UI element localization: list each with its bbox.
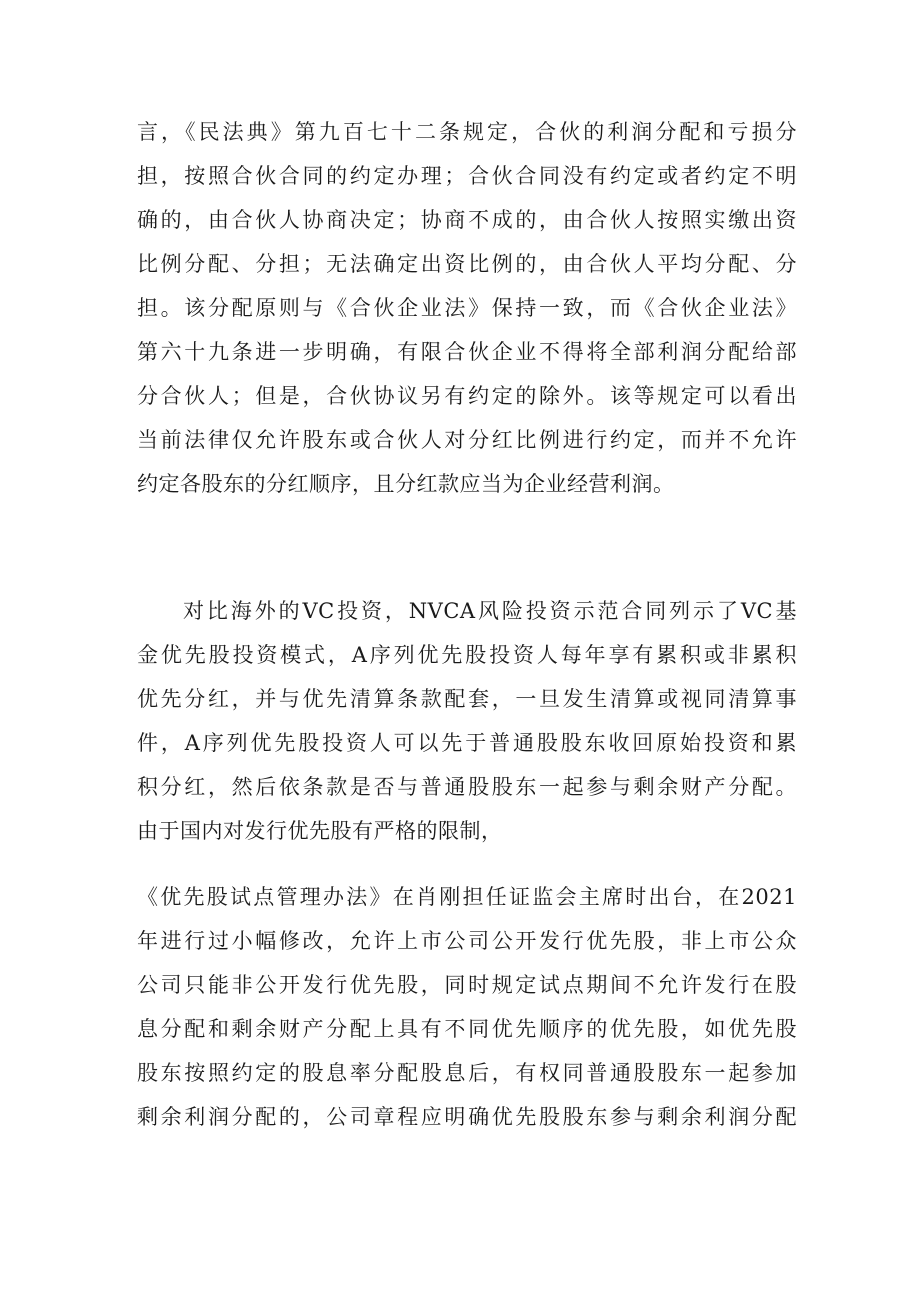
- paragraph-line: 比例分配、分担；无法确定出资比例的，由合伙人平均分配、分: [137, 252, 797, 276]
- paragraph-3: [137, 875, 797, 1139]
- paragraph-line: 息分配和剩余财产分配上具有不同优先顺序的优先股，如优先股: [137, 1017, 797, 1041]
- paragraph-line: 件，A序列优先股投资人可以先于普通股股东收回原始投资和累: [137, 731, 797, 755]
- paragraph-line: 担。该分配原则与《合伙企业法》保持一致，而《合伙企业法》: [137, 296, 797, 320]
- paragraph-line: 剩余利润分配的，公司章程应明确优先股股东参与剩余利润分配: [137, 1105, 797, 1129]
- paragraph-line: 当前法律仅允许股东或合伙人对分红比例进行约定，而并不允许: [137, 428, 797, 452]
- paragraph-line: 言，《民法典》第九百七十二条规定，合伙的利润分配和亏损分: [137, 120, 797, 144]
- paragraph-line: 担，按照合伙合同的约定办理；合伙合同没有约定或者约定不明: [137, 164, 797, 188]
- paragraph-line: 积分红，然后依条款是否与普通股股东一起参与剩余财产分配。: [137, 775, 797, 799]
- paragraph-line: 确的，由合伙人协商决定；协商不成的，由合伙人按照实缴出资: [137, 208, 797, 232]
- paragraph-line: 优先分红，并与优先清算条款配套，一旦发生清算或视同清算事: [137, 687, 797, 711]
- paragraph-line: 约定各股东的分红顺序，且分红款应当为企业经营利润。: [137, 472, 675, 496]
- paragraph-line: 由于国内对发行优先股有严格的限制，: [137, 819, 503, 843]
- paragraph-line: 股东按照约定的股息率分配股息后，有权同普通股股东一起参加: [137, 1061, 797, 1085]
- paragraph-line: 《优先股试点管理办法》在肖刚担任证监会主席时出台，在2021: [137, 885, 797, 909]
- paragraph-2: [137, 589, 797, 853]
- paragraph-line: 分合伙人；但是，合伙协议另有约定的除外。该等规定可以看出: [137, 384, 797, 408]
- paragraph-line: 年进行过小幅修改，允许上市公司公开发行优先股，非上市公众: [137, 929, 797, 953]
- paragraph-1: [137, 110, 797, 506]
- paragraph-line: 对比海外的VC投资，NVCA风险投资示范合同列示了VC基: [183, 599, 797, 623]
- paragraph-line: 公司只能非公开发行优先股，同时规定试点期间不允许发行在股: [137, 973, 797, 997]
- paragraph-line: 金优先股投资模式，A序列优先股投资人每年享有累积或非累积: [137, 643, 797, 667]
- paragraph-line: 第六十九条进一步明确，有限合伙企业不得将全部利润分配给部: [137, 340, 797, 364]
